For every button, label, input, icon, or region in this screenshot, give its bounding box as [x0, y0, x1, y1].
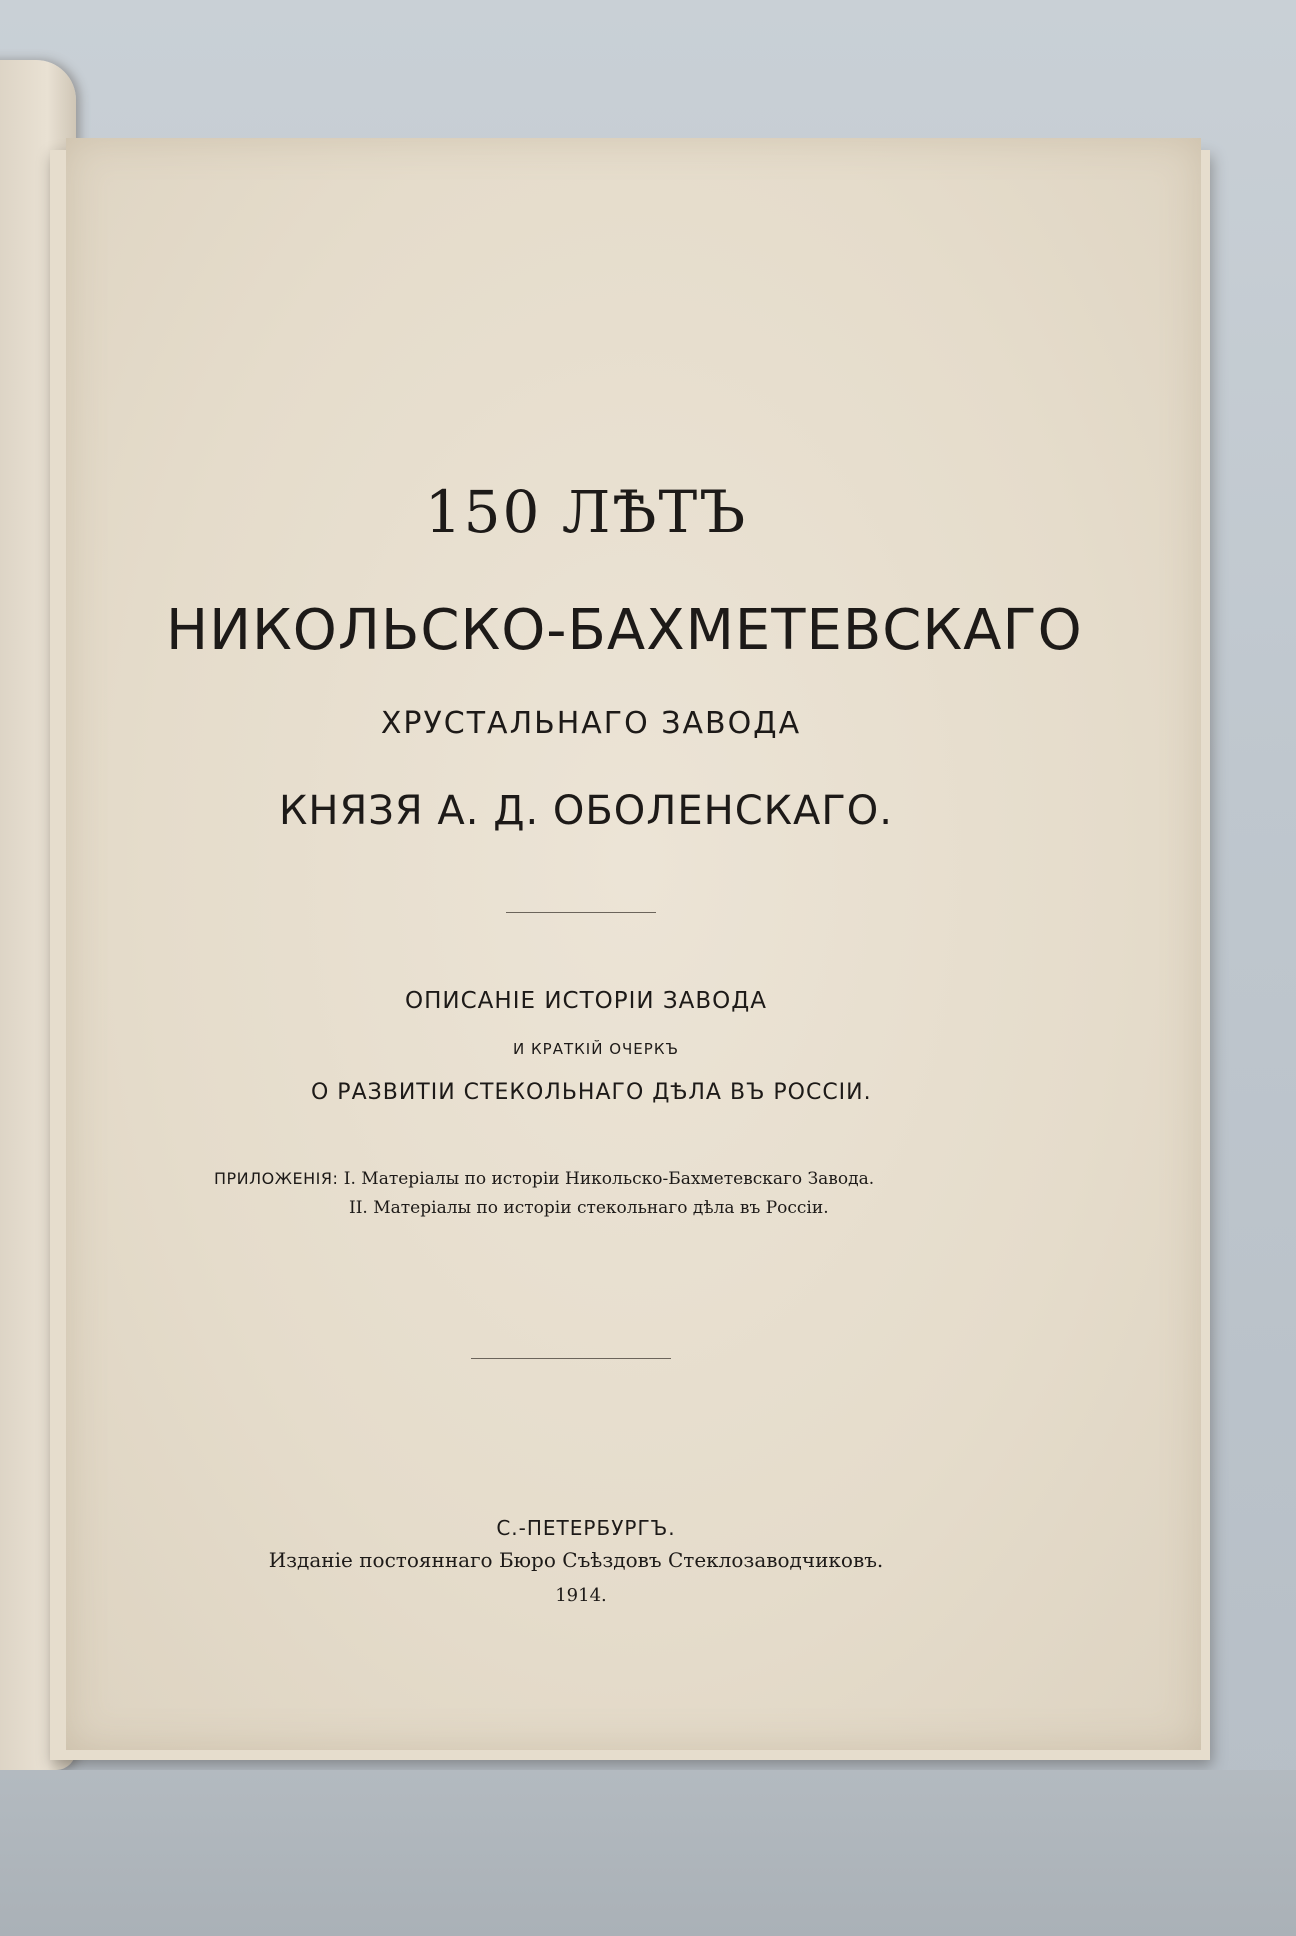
imprint-publisher: Изданіе постояннаго Бюро Съѣздовъ Стеклозаводчиковъ.: [268, 1548, 884, 1572]
table-surface: [0, 1770, 1296, 1936]
description-line-2: И КРАТКІЙ ОЧЕРКЪ: [513, 1040, 679, 1058]
appendix-block: [214, 1164, 874, 1223]
divider-top: [506, 912, 656, 913]
title-owner: КНЯЗЯ А. Д. ОБОЛЕНСКАГО.: [278, 788, 894, 834]
appendix-line-1: [214, 1164, 874, 1194]
imprint-year: 1914.: [555, 1585, 607, 1606]
appendix-item-2: II. Матеріалы по исторіи стекольнаго дѣла въ Россіи.: [349, 1198, 829, 1218]
imprint-city: С.-ПЕТЕРБУРГЪ.: [496, 1516, 676, 1540]
description-line-1: ОПИСАНІЕ ИСТОРІИ ЗАВОДА: [405, 988, 767, 1014]
divider-bottom: [471, 1358, 671, 1359]
appendix-item-1: I. Матеріалы по исторіи Никольско-Бахметевскаго Завода.: [343, 1169, 875, 1189]
appendix-label: ПРИЛОЖЕНІЯ:: [214, 1169, 339, 1188]
title-page: [66, 138, 1201, 1750]
title-years: 150 ЛѢТЪ: [424, 478, 748, 546]
title-factory-name: НИКОЛЬСКО-БАХМЕТЕВСКАГО: [166, 598, 1083, 663]
description-line-3: О РАЗВИТІИ СТЕКОЛЬНАГО ДѢЛА ВЪ РОССІИ.: [311, 1080, 872, 1105]
title-factory-type: ХРУСТАЛЬНАГО ЗАВОДА: [380, 706, 802, 741]
